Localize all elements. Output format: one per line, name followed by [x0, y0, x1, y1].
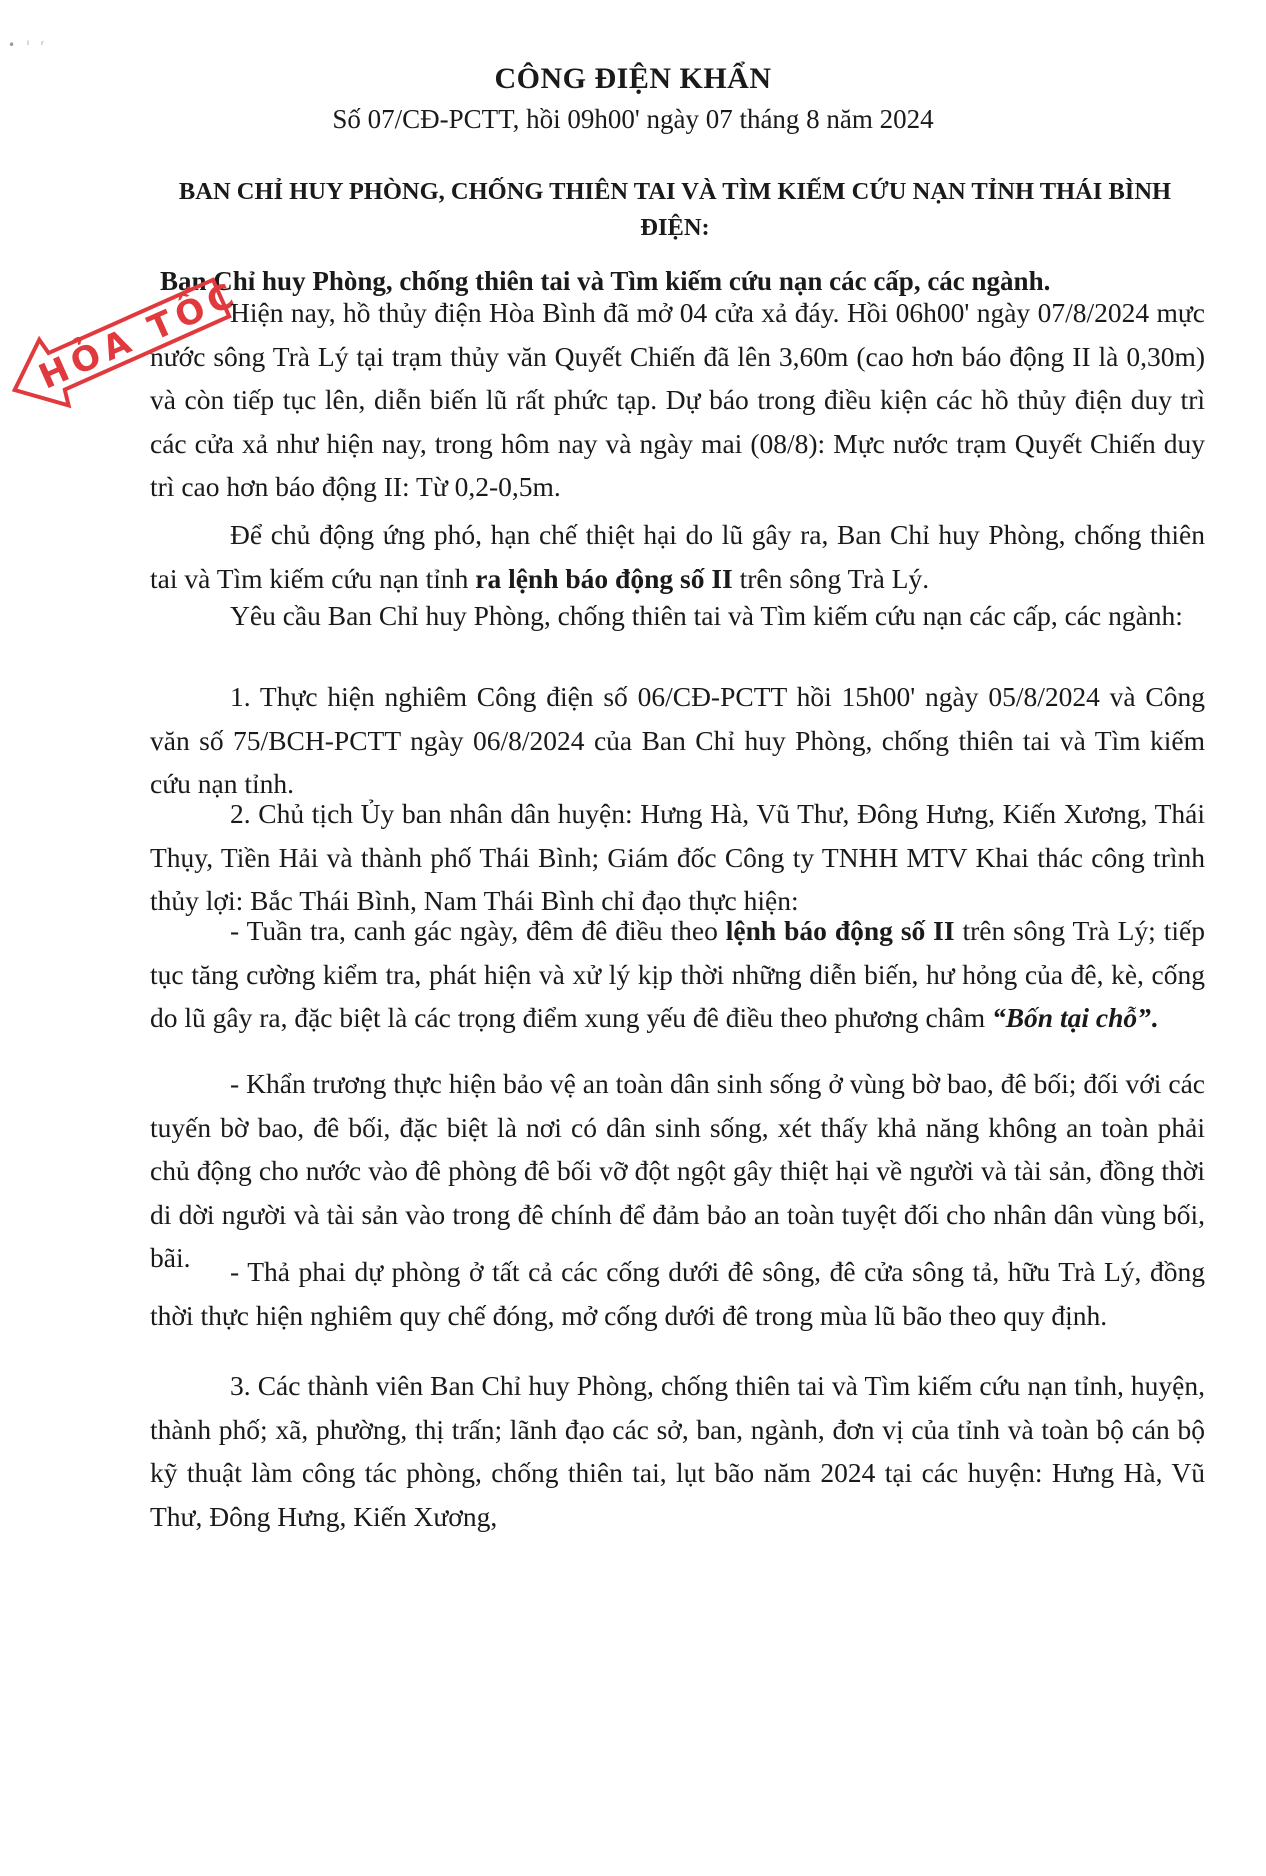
paragraph-item-1: 1. Thực hiện nghiêm Công điện số 06/CĐ-PCTT hồi 15h00' ngày 05/8/2024 và Công văn số 75/BCH-PCTT ngày 06/8/2024 của Ban Chỉ huy Phòng, chống thiên tai và Tìm kiếm cứu nạn tỉnh.: [150, 681, 1205, 799]
paragraph-patrol: [150, 909, 1205, 1040]
document-title: CÔNG ĐIỆN KHẨN: [494, 62, 772, 95]
paragraph-request: Yêu cầu Ban Chỉ huy Phòng, chống thiên tai và Tìm kiếm cứu nạn các cấp, các ngành:: [230, 600, 1183, 631]
paragraph-item-2: 2. Chủ tịch Ủy ban nhân dân huyện: Hưng Hà, Vũ Thư, Đông Hưng, Kiến Xương, Thái Thụy, Tiền Hải và thành phố Thái Bình; Giám đốc Công ty TNHH MTV Khai thác công trình thủy lợi: Bắc Thái Bình, Nam Thái Bình chỉ đạo thực hiện:: [150, 798, 1205, 916]
patrol-text-start: - Tuần tra, canh gác ngày, đêm đê điều theo: [230, 915, 726, 946]
scan-artifact: • ᴵ ʳ: [8, 38, 49, 52]
issuer-action: ĐIỆN:: [640, 214, 710, 241]
stamp-text: HỎA TỐC: [33, 273, 246, 398]
issuer-heading: [150, 174, 1200, 246]
patrol-text-end: .: [1150, 1002, 1158, 1033]
paragraph-sluice-gates: - Thả phai dự phòng ở tất cả các cống dưới đê sông, đê cửa sông tả, hữu Trà Lý, đồng thời thực hiện nghiêm quy chế đóng, mở cống dưới đê trong mùa lũ bão theo quy định.: [150, 1256, 1205, 1331]
document-number: Số 07/CĐ-PCTT, hồi 09h00' ngày 07 tháng 8 năm 2024: [332, 104, 934, 134]
recipient-line: Ban Chỉ huy Phòng, chống thiên tai và Tìm kiếm cứu nạn các cấp, các ngành.: [160, 266, 1051, 296]
paragraph-evacuation: - Khẩn trương thực hiện bảo vệ an toàn dân sinh sống ở vùng bờ bao, đê bối; đối với các tuyến bờ bao, đê bối, đặc biệt là nơi có dân sinh sống, xét thấy khả năng không an toàn phải chủ động cho nước vào đê phòng đê bối vỡ đột ngột gây thiệt hại về người và tài sản, đồng thời di dời người và tài sản vào trong đê chính để đảm bảo an toàn tuyệt đối cho nhân dân vùng bối, bãi.: [150, 1068, 1205, 1273]
alert-order-emphasis: ra lệnh báo động số II: [475, 562, 733, 594]
patrol-text-middle: trên sông Trà Lý; tiếp tục tăng cường kiểm tra, phát hiện và xử lý kịp thời những diễn biến, hư hỏng của đê, kè, cống do lũ gây ra, đặc biệt là các trọng điểm xung yếu đê điều theo phương châm: [150, 915, 1205, 1033]
patrol-emphasis: lệnh báo động số II: [725, 915, 955, 946]
alert-order-text-start: Để chủ động ứng phó, hạn chế thiệt hại do lũ gây ra, Ban Chỉ huy Phòng, chống thiên tai và Tìm kiếm cứu nạn tỉnh: [150, 519, 1205, 594]
paragraph-situation: Hiện nay, hồ thủy điện Hòa Bình đã mở 04 cửa xả đáy. Hồi 06h00' ngày 07/8/2024 mực nước sông Trà Lý tại trạm thủy văn Quyết Chiến đã lên 3,60m (cao hơn báo động II là 0,30m) và còn tiếp tục lên, diễn biến lũ rất phức tạp. Dự báo trong điều kiện các hồ thủy điện duy trì các cửa xả như hiện nay, trong hôm nay và ngày mai (08/8): Mực nước trạm Quyết Chiến duy trì cao hơn báo động II: Từ 0,2-0,5m.: [150, 297, 1205, 502]
alert-order-text-end: trên sông Trà Lý.: [732, 562, 930, 594]
issuer-name: BAN CHỈ HUY PHÒNG, CHỐNG THIÊN TAI VÀ TÌM KIẾM CỨU NẠN TỈNH THÁI BÌNH: [178, 178, 1172, 205]
paragraph-alert-order: [150, 513, 1205, 600]
motto-emphasis: “Bốn tại chỗ”: [991, 1002, 1151, 1033]
paragraph-item-3: 3. Các thành viên Ban Chỉ huy Phòng, chống thiên tai và Tìm kiếm cứu nạn tỉnh, huyện, thành phố; xã, phường, thị trấn; lãnh đạo các sở, ban, ngành, đơn vị của tỉnh và toàn bộ cán bộ kỹ thuật làm công tác phòng, chống thiên tai, lụt bão năm 2024 tại các huyện: Hưng Hà, Vũ Thư, Đông Hưng, Kiến Xương,: [150, 1370, 1205, 1532]
